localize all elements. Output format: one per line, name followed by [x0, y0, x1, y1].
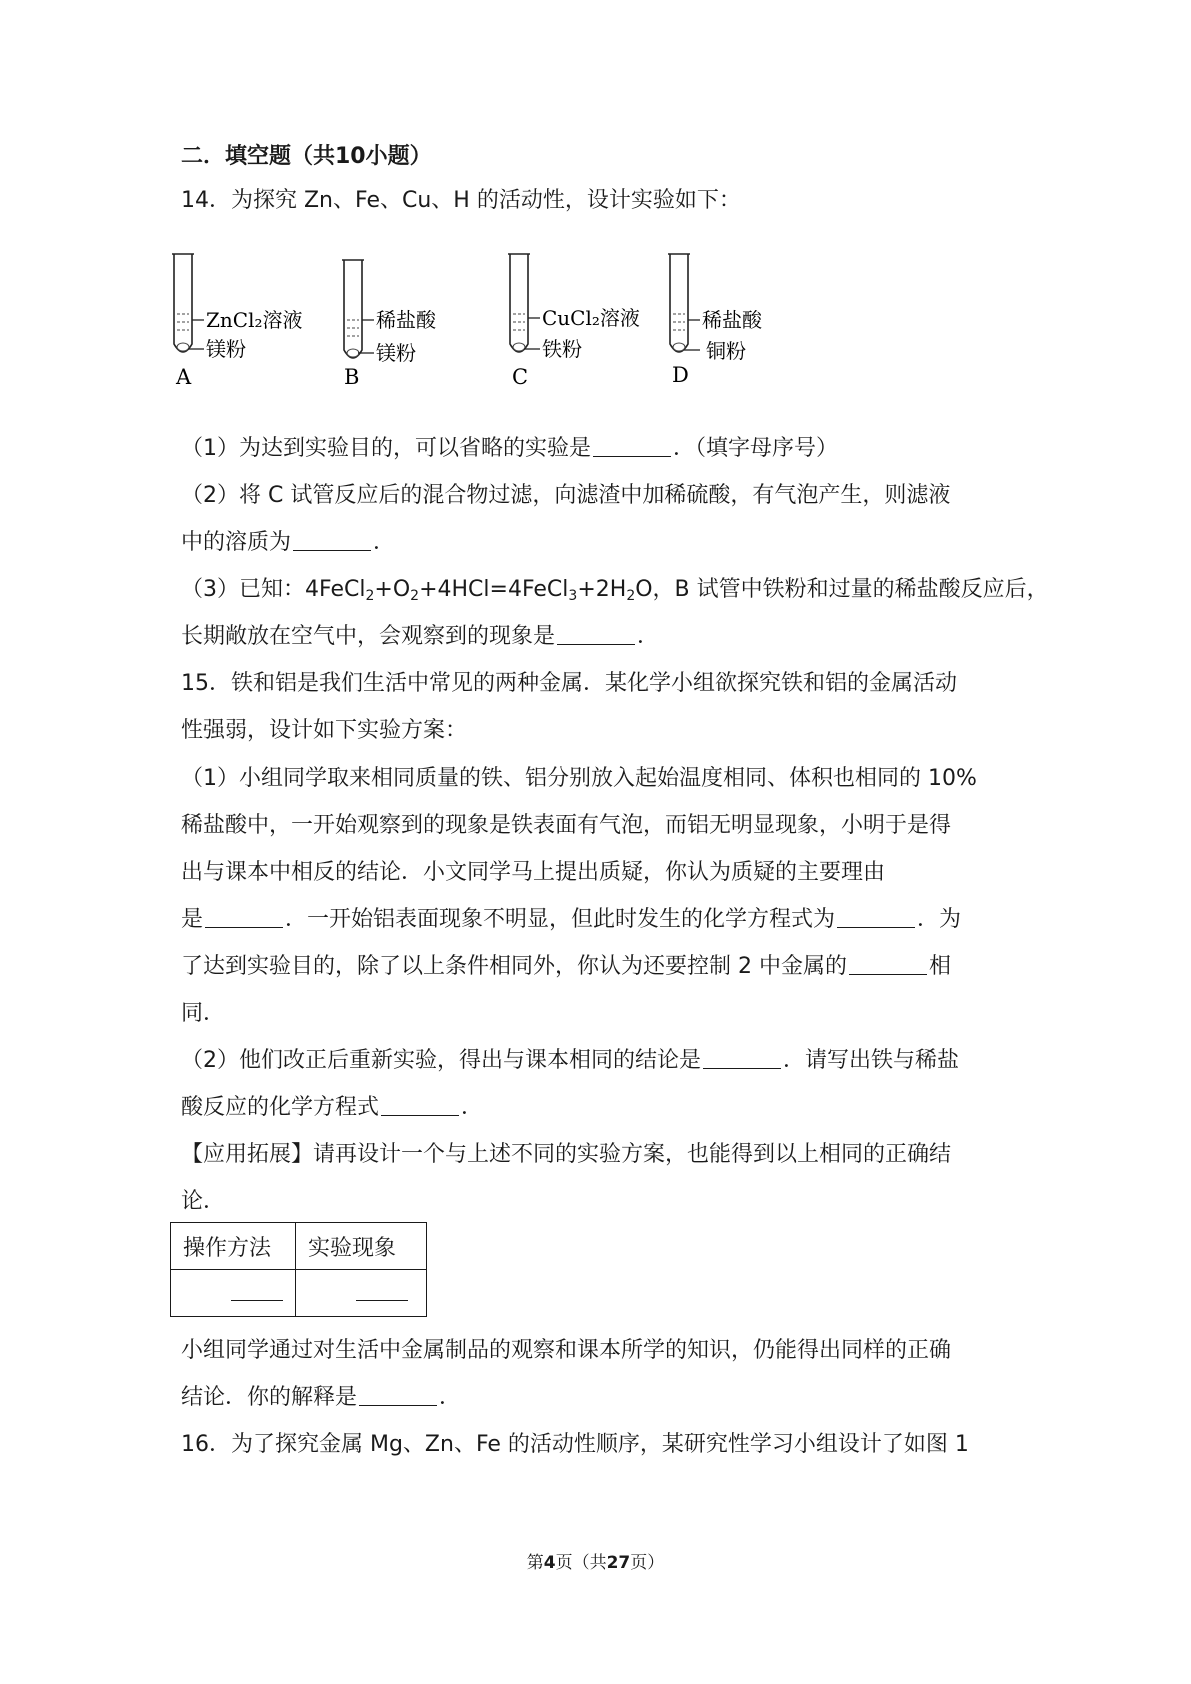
q14-part3-line2: 长期敞放在空气中，会观察到的现象是 ． [181, 624, 660, 649]
q15-line6: 是 ．一开始铝表面现象不明显，但此时发生的化学方程式为 ．为 [181, 907, 962, 932]
q14-stem: 14．为探究 Zn、Fe、Cu、H 的活动性，设计实验如下： [181, 188, 741, 213]
answer-blank[interactable] [593, 436, 671, 457]
q15-line12: 论． [181, 1189, 226, 1214]
tube-a-solid: 镁粉 [206, 337, 246, 361]
answer-blank[interactable] [231, 1280, 283, 1301]
q15-line7: 了达到实验目的，除了以上条件相同外，你认为还要控制 2 中金属的 相 [181, 954, 952, 979]
q15-line10: 酸反应的化学方程式 ． [181, 1095, 484, 1120]
tube-c [508, 254, 640, 389]
q15-line5: 出与课本中相反的结论．小文同学马上提出质疑，你认为质疑的主要理由 [181, 860, 886, 885]
q15-line1: 15．铁和铝是我们生活中常见的两种金属．某化学小组欲探究铁和铝的金属活动 [181, 671, 957, 696]
tube-d [668, 254, 763, 387]
q14-part3-line1: （3）已知：$4FeCl_2+O_2+4HCl=4FeCl_3+2H_2O$，B 试管中铁粉和过量的稀盐酸反应后， [181, 577, 1049, 604]
q15-line2: 性强弱，设计如下实验方案： [181, 718, 468, 743]
q15-line8: 同． [181, 1001, 226, 1026]
table-cell-phenomenon [296, 1270, 427, 1317]
table-header-method: 操作方法 [171, 1223, 296, 1270]
q15-line3: （1）小组同学取来相同质量的铁、铝分别放入起始温度相同、体积也相同的 10% [181, 766, 977, 791]
answer-blank[interactable] [703, 1048, 781, 1069]
tube-c-letter: C [512, 365, 529, 389]
answer-blank[interactable] [356, 1280, 408, 1301]
answer-blank[interactable] [837, 907, 915, 928]
q16-line1: 16．为了探究金属 Mg、Zn、Fe 的活动性顺序，某研究性学习小组设计了如图 1 [181, 1432, 969, 1457]
tube-d-liquid: 稀盐酸 [702, 308, 762, 332]
tube-b [342, 260, 437, 389]
q15-line11: 【应用拓展】请再设计一个与上述不同的实验方案，也能得到以上相同的正确结 [181, 1142, 952, 1167]
tube-c-liquid: CuCl₂溶液 [542, 306, 640, 330]
q15-line13: 小组同学通过对生活中金属制品的观察和课本所学的知识，仍能得出同样的正确 [181, 1338, 952, 1363]
tube-a [172, 254, 303, 389]
tube-c-solid: 铁粉 [542, 337, 582, 361]
tube-a-letter: A [176, 365, 192, 389]
tube-d-solid: 铜粉 [706, 339, 746, 363]
table-cell-method [171, 1270, 296, 1317]
q14-part2-line2: 中的溶质为 ． [181, 530, 396, 555]
tube-b-solid: 镁粉 [376, 341, 416, 365]
q15-line9: （2）他们改正后重新实验，得出与课本相同的结论是 ．请写出铁与稀盐 [181, 1048, 960, 1073]
answer-blank[interactable] [381, 1095, 459, 1116]
answer-blank[interactable] [557, 624, 635, 645]
experiment-table [170, 1222, 427, 1317]
q15-line4: 稀盐酸中，一开始观察到的现象是铁表面有气泡，而铝无明显现象，小明于是得 [181, 813, 952, 838]
answer-blank[interactable] [293, 530, 371, 551]
page-footer: 第4页（共27页） [526, 1553, 665, 1573]
answer-blank[interactable] [205, 907, 283, 928]
tube-d-letter: D [672, 363, 689, 387]
answer-blank[interactable] [359, 1385, 437, 1406]
answer-blank[interactable] [849, 954, 927, 975]
q14-part1: （1）为达到实验目的，可以省略的实验是 ．（填字母序号） [181, 436, 839, 461]
q15-line14: 结论．你的解释是 ． [181, 1385, 462, 1410]
tube-b-letter: B [344, 365, 360, 389]
table-header-phenomenon: 实验现象 [296, 1223, 427, 1270]
tube-b-liquid: 稀盐酸 [376, 308, 436, 332]
test-tube-figure [170, 252, 870, 422]
section-title: 二．填空题（共10小题） [181, 144, 432, 169]
q14-part2-line1: （2）将 C 试管反应后的混合物过滤，向滤渣中加稀硫酸，有气泡产生，则滤液 [181, 483, 951, 508]
tube-a-liquid: ZnCl₂溶液 [206, 308, 303, 332]
